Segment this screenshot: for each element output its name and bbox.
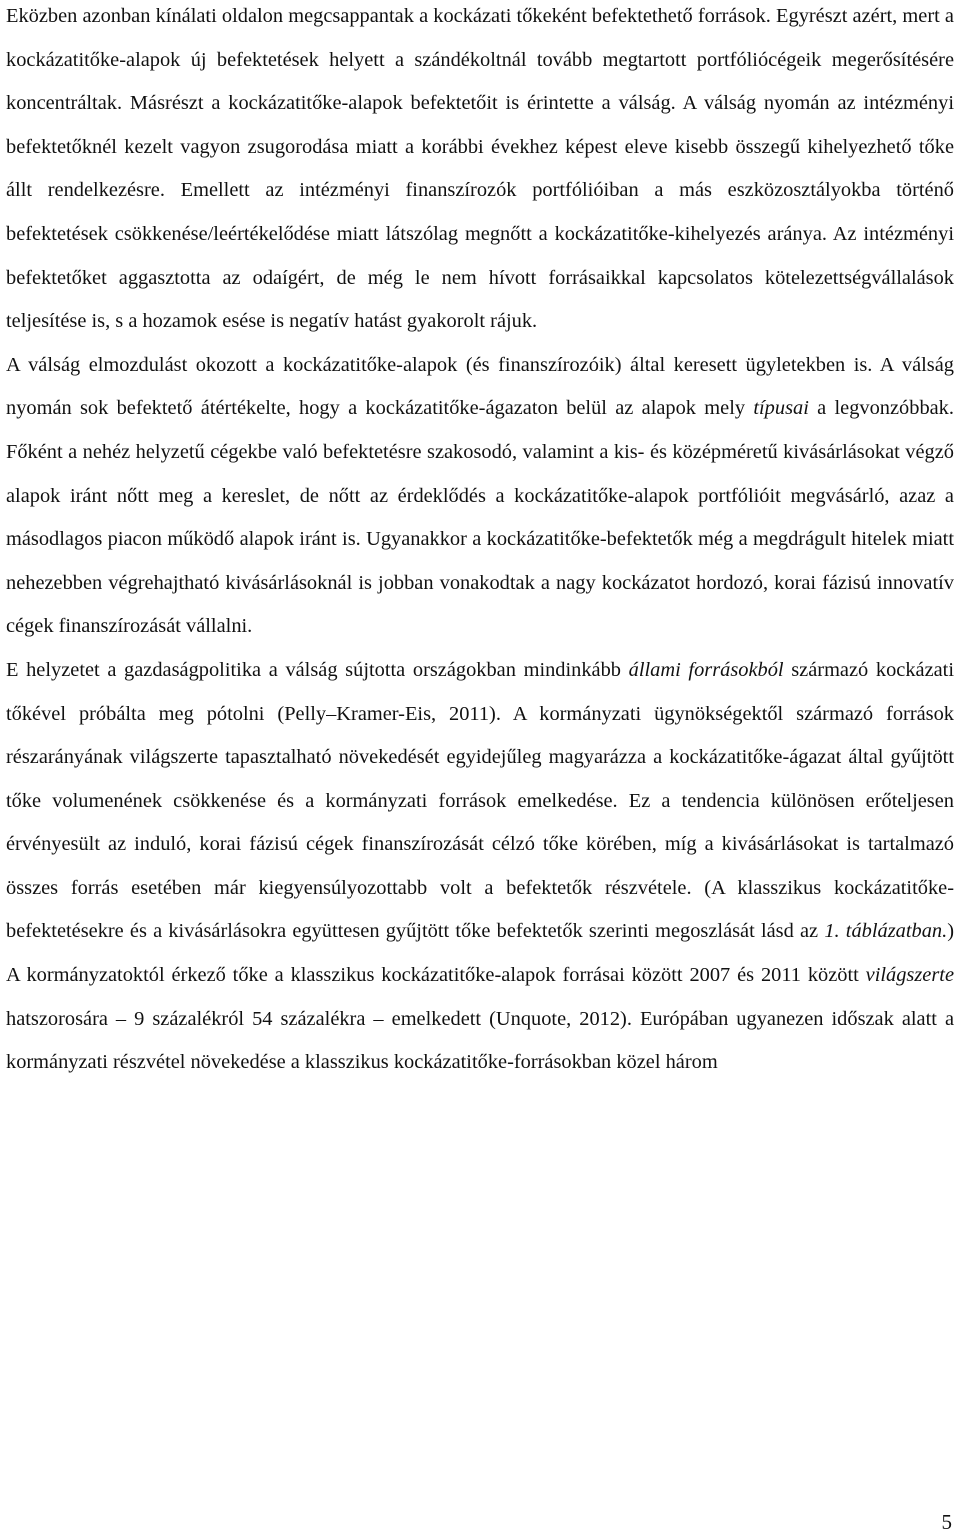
document-body xyxy=(6,0,954,1085)
paragraph-1 xyxy=(6,0,954,344)
emphasized-text: típusai xyxy=(753,397,809,420)
paragraph-text: származó kockázati tőkével próbálta meg pótolni (Pelly–Kramer-Eis, 2011). A kormányzati ügynökségektől származó források részarányának világszerte tapasztalható növekedését egyidejűleg magyarázza a kockázatitőke-ágazat által gyűjtött tőke volumenének csökkenése és a kormányzati források emelkedése. Ez a tendencia különösen erőteljesen érvényesült az induló, korai fázisú cégek finanszírozását célzó tőke körében, míg a kivásárlásokat is tartalmazó összes forrás esetében már kiegyensúlyozottabb volt a befektetők részvétele. (A klasszikus kockázatitőke-befektetésekre és a kivásárlásokra együttesen gyűjtött tőke befektetők szerinti megoszlását lásd az xyxy=(6,658,955,943)
emphasized-text: állami forrásokból xyxy=(628,658,784,681)
paragraph-2 xyxy=(6,344,954,649)
paragraph-text: A válság elmozdulást okozott a kockázatitőke-alapok (és finanszírozóik) által keresett ügyletekben is. A válság nyomán sok befektető átértékelte, hogy a kockázatitőke-ágazaton belül az alapok mely xyxy=(6,353,954,420)
paragraph-text: Eközben azonban kínálati oldalon megcsappantak a kockázati tőkeként befektethető források. Egyrészt azért, mert a kockázatitőke-alapok új befektetések helyett a szándékoltnál tovább megtartott portfóliócégeik megerősítésére koncentráltak. Másrészt a kockázatitőke-alapok befektetőit is érintette a válság. A válság nyomán az intézményi befektetőknél kezelt vagyon zsugorodása miatt a korábbi évekhez képest eleve kisebb összegű kihelyezhető tőke állt rendelkezésre. Emellett az intézményi finanszírozók portfólióiban a más eszközosztályokba történő befektetések csökkenése/leértékelődése miatt látszólag megnőtt a kockázatitőke-kihelyezés aránya. Az intézményi befektetőket aggasztotta az odaígért, de még le nem hívott forrásaikkal kapcsolatos kötelezettségvállalások teljesítése is, s a hozamok esése is negatív hatást gyakorolt rájuk. xyxy=(6,5,954,333)
paragraph-text: E helyzetet a gazdaságpolitika a válság sújtotta országokban mindinkább xyxy=(6,658,629,681)
paragraph-text: ) A kormányzatoktól érkező tőke a klasszikus kockázatitőke-alapok forrásai között 2007 és 2011 között xyxy=(6,920,954,987)
emphasized-text: világszerte xyxy=(865,964,954,987)
paragraph-3 xyxy=(6,649,954,1085)
paragraph-text: hatszorosára – 9 százalékról 54 százalékra – emelkedett (Unquote, 2012). Európában ugyanezen időszak alatt a kormányzati részvétel növekedése a klasszikus kockázatitőke-forrásokban közel három xyxy=(6,1007,954,1074)
paragraph-text: a legvonzóbbak. Főként a nehéz helyzetű cégekbe való befektetésre szakosodó, valamint a kis- és középméretű kivásárlásokat végző alapok iránt nőtt meg a kereslet, de nőtt az érdeklődés a kockázatitőke-alapok portfólióit megvásárló, azaz a másodlagos piacon működő alapok iránt is. Ugyanakkor a kockázatitőke-befektetők még a megdrágult hitelek miatt nehezebben végrehajtható kivásárlásoknál is jobban vonakodtak a nagy kockázatot hordozó, korai fázisú innovatív cégek finanszírozását vállalni. xyxy=(6,397,954,638)
emphasized-text: 1. táblázatban. xyxy=(824,920,948,943)
page-number: 5 xyxy=(941,1510,952,1534)
